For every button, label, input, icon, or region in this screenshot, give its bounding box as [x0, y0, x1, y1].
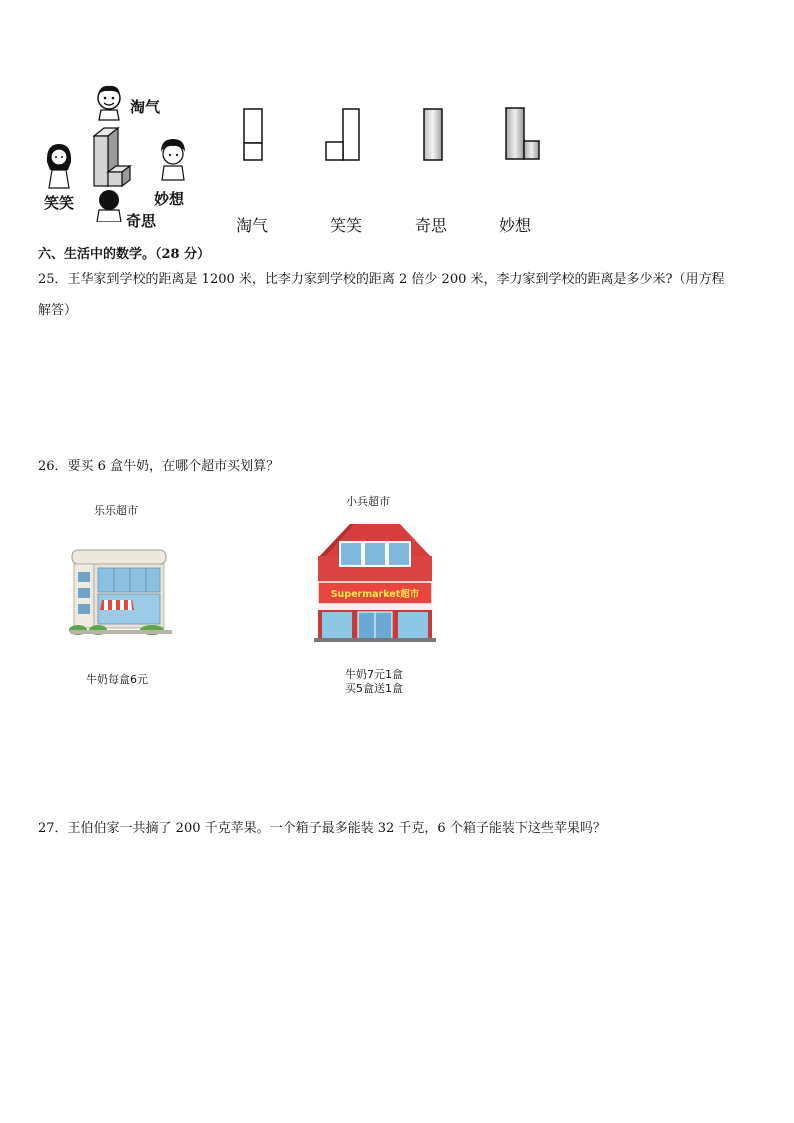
view-miaoxiang-icon [505, 107, 541, 161]
q26-text: 26．要买 6 盒牛奶，在哪个超市买划算？ [38, 459, 280, 474]
store2-name: 小兵超市 [346, 495, 390, 508]
view-label-3: 奇思 [415, 216, 448, 235]
store1-info: 牛奶每盒6元 [86, 673, 148, 686]
boy-bottom-icon [94, 188, 124, 222]
view-xiaoxiao-icon [325, 108, 361, 162]
boy-top-icon [92, 84, 126, 122]
kid-label-right: 妙想 [154, 190, 185, 208]
view-label-2: 笑笑 [330, 216, 363, 235]
kids-figure [38, 84, 198, 234]
boy-right-icon [156, 136, 190, 182]
kid-label-left: 笑笑 [44, 194, 75, 212]
girl-left-icon [44, 140, 74, 192]
view-taoqi-icon [243, 108, 263, 162]
q25-line1: 25．王华家到学校的距离是 1200 米，比李力家到学校的距离 2 倍少 200 米，李力家到学校的距离是多少米?（用方程 [38, 272, 725, 287]
view-qisi-icon [423, 108, 443, 162]
store2-info-line2: 买5盒送1盒 [345, 682, 403, 695]
store1-building-icon [68, 544, 174, 636]
section-title: 六、生活中的数学。（28 分） [38, 247, 211, 262]
view-label-1: 淘气 [236, 216, 269, 235]
store2-info-line1: 牛奶7元1盒 [345, 668, 403, 681]
kid-label-bottom: 奇思 [126, 212, 157, 230]
kid-label-top: 淘气 [130, 98, 161, 116]
store1-name: 乐乐超市 [94, 504, 138, 517]
q25-line2: 解答） [38, 303, 78, 318]
store2-sign: Supermarket超市 [330, 589, 420, 600]
q27-text: 27．王伯伯家一共摘了 200 千克苹果。一个箱子最多能装 32 千克，6 个箱子能装下这些苹果吗？ [38, 821, 606, 836]
view-label-4: 妙想 [499, 216, 532, 235]
blocks-icon [88, 126, 138, 192]
store2-building-icon [314, 522, 436, 642]
